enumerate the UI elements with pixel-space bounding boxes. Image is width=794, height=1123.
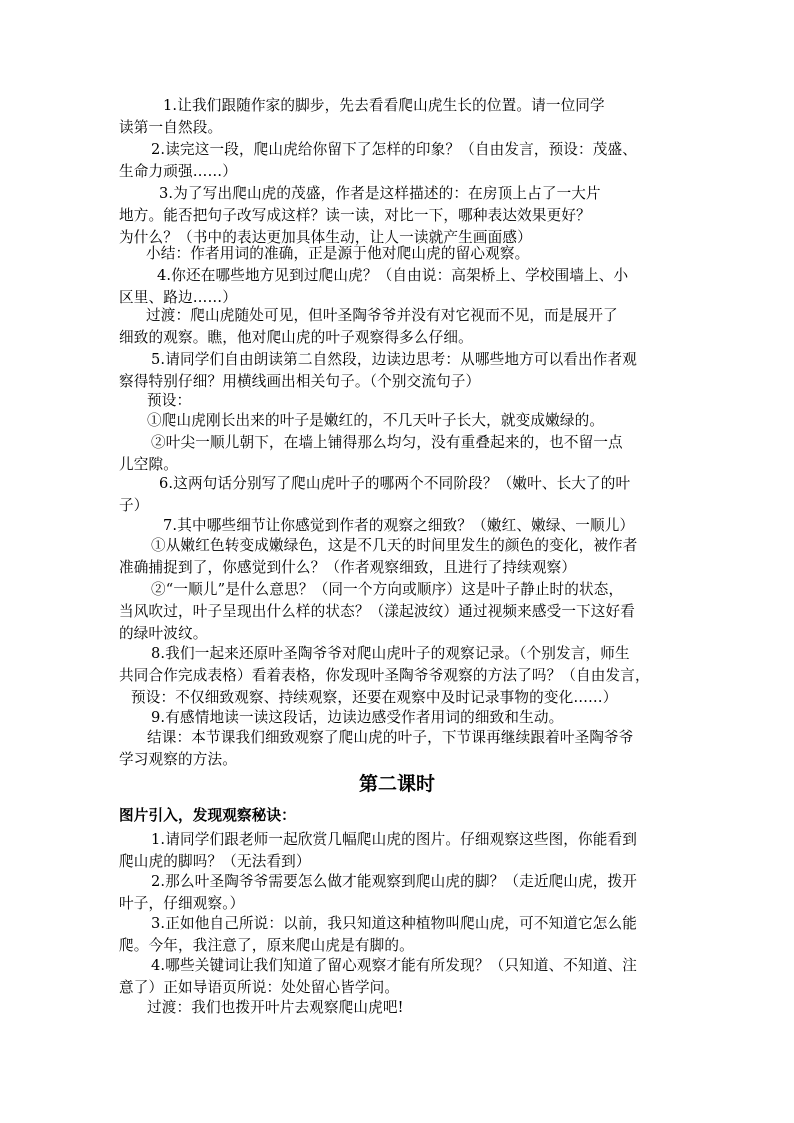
paragraph-line: 1.让我们跟随作家的脚步，先去看看爬山虎生长的位置。请一位同学 [163,97,605,114]
paragraph-line: 爬。今年，我注意了，原来爬山虎是有脚的。 [119,937,414,954]
paragraph-line: 9.有感情地读一读这段话，边读边感受作者用词的细致和生动。 [151,709,564,726]
paragraph-line: 爬山虎的脚吗？（无法看到） [119,853,311,870]
paragraph-line: 1.请同学们跟老师一起欣赏几幅爬山虎的图片。仔细观察这些图，你能看到 [151,831,638,848]
paragraph-line: 细致的观察。瞧，他对爬山虎的叶子观察得多么仔细。 [119,329,473,346]
paragraph-line: 过渡：我们也拨开叶片去观察爬山虎吧! [147,999,404,1016]
paragraph-line: 5.请同学们自由朗读第二自然段，边读边思考：从哪些地方可以看出作者观 [151,351,638,368]
section-heading: 第二课时 [358,773,435,795]
paragraph-line: 3.为了写出爬山虎的茂盛，作者是这样描述的：在房顶上占了一大片 [159,185,601,202]
paragraph-line: 叶子，仔细观察。） [119,895,245,912]
paragraph-line: 结课：本节课我们细致观察了爬山虎的叶子，下节课再继续跟着叶圣陶爷爷 [147,729,634,746]
paragraph-line: 3.正如他自己所说：以前，我只知道这种植物叫爬山虎，可不知道它怎么能 [151,915,638,932]
paragraph-line: 区里、路边……） [119,289,237,306]
paragraph-line: 儿空隙。 [119,456,178,473]
paragraph-line: 意了）正如导语页所说：处处留心皆学问。 [119,979,400,996]
paragraph-line: ②叶尖一顺儿朝下，在墙上铺得那么均匀，没有重叠起来的，也不留一点 [151,434,623,451]
paragraph-line: 学习观察的方法。 [119,751,237,768]
paragraph-line: 读第一自然段。 [119,119,223,136]
paragraph-line: 过渡：爬山虎随处可见，但叶圣陶爷爷并没有对它视而不见，而是展开了 [146,307,618,324]
subheading: 图片引入，发现观察秘诀： [119,807,296,824]
paragraph-line: ①爬山虎刚长出来的叶子是嫩红的，不几天叶子长大，就变成嫩绿的。 [147,412,605,429]
paragraph-line: 生命力顽强……） [119,163,237,180]
paragraph-line: 预设： [147,392,192,409]
paragraph-line: 的绿叶波纹。 [119,625,208,642]
paragraph-line: 7.其中哪些细节让你感觉到作者的观察之细致？（嫩红、嫩绿、一顺儿） [163,517,635,534]
paragraph-line: 8.我们一起来还原叶圣陶爷爷对爬山虎叶子的观察记录。（个别发言，师生 [151,645,630,662]
paragraph-line: 4.你还在哪些地方见到过爬山虎？（自由说：高架桥上、学校围墙上、小 [157,267,629,284]
paragraph-line: 2.那么叶圣陶爷爷需要怎么做才能观察到爬山虎的脚？（走近爬山虎，拨开 [151,873,638,890]
paragraph-line: 预设：不仅细致观察、持续观察，还要在观察中及时记录事物的变化……） [131,689,618,706]
paragraph-line: 当风吹过，叶子呈现出什么样的状态？（漾起波纹）通过视频来感受一下这好看 [119,603,636,620]
paragraph-line: 子） [119,497,149,514]
paragraph-line: 为什么？（书中的表达更加具体生动，让人一读就产生画面感） [119,229,532,246]
paragraph-line: 4.哪些关键词让我们知道了留心观察才能有所发现？（只知道、不知道、注 [151,957,638,974]
paragraph-line: 6.这两句话分别写了爬山虎叶子的哪两个不同阶段？（嫩叶、长大了的叶 [159,475,631,492]
paragraph-line: 共同合作完成表格）看着表格，你发现叶圣陶爷爷观察的方法了吗？（自由发言， [119,667,650,684]
paragraph-line: 2.读完这一段，爬山虎给你留下了怎样的印象？（自由发言，预设：茂盛、 [151,141,638,158]
paragraph-line: 地方。能否把句子改写成这样？读一读，对比一下，哪种表达效果更好？ [119,207,591,224]
paragraph-line: 小结：作者用词的准确，正是源于他对爬山虎的留心观察。 [146,245,530,262]
paragraph-line: 察得特别仔细？用横线画出相关句子。（个别交流句子） [119,373,481,390]
paragraph-line: 准确捕捉到了，你感觉到什么？（作者观察细致，且进行了持续观察） [119,559,577,576]
paragraph-line: ②“一顺儿”是什么意思？（同一个方向或顺序）这是叶子静止时的状态， [151,581,624,598]
paragraph-line: ①从嫩红色转变成嫩绿色，这是不几天的时间里发生的颜色的变化，被作者 [151,537,638,554]
